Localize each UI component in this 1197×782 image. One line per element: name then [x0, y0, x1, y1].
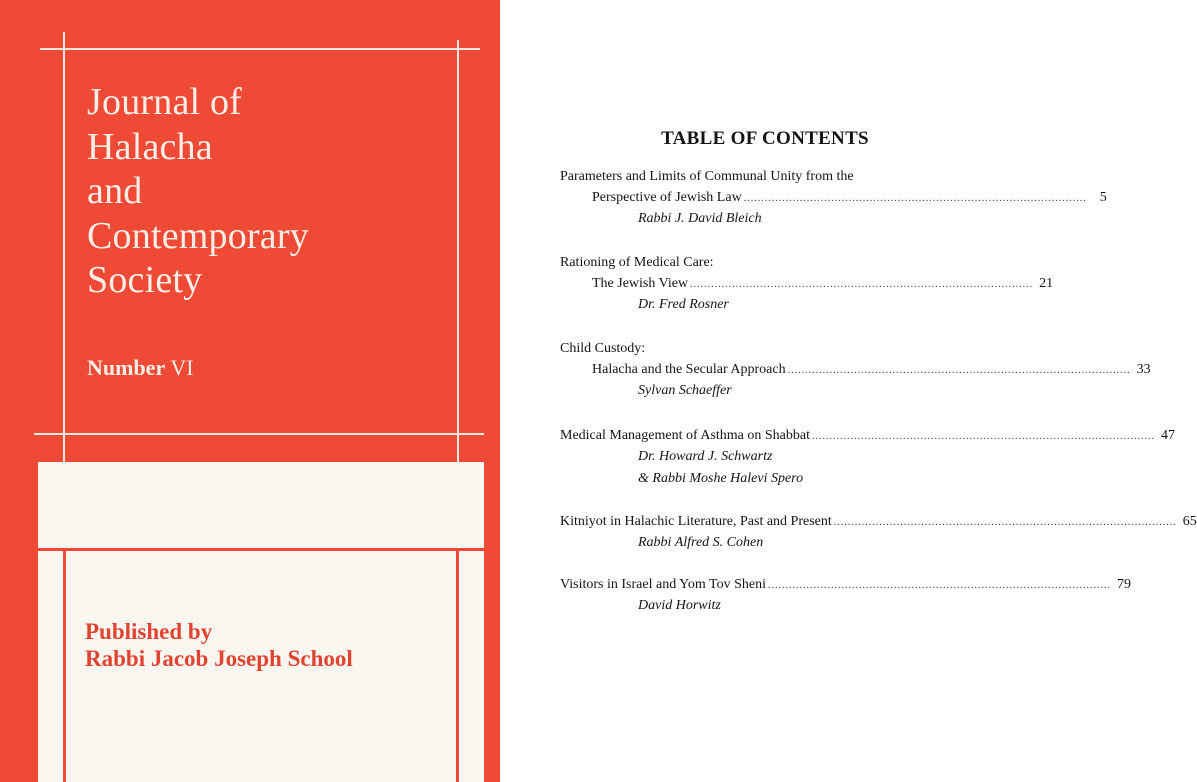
- toc-entry-title: Medical Management of Asthma on Shabbat: [560, 428, 810, 443]
- toc-entry: [560, 425, 1175, 490]
- toc-entry-page: 65: [1182, 514, 1197, 529]
- toc-entry-title-row: [560, 425, 1175, 446]
- toc-entry: [560, 166, 1107, 230]
- toc-entry-author: Dr. Howard J. Schwartz: [638, 449, 773, 464]
- toc-entry-author: Dr. Fred Rosner: [638, 297, 729, 312]
- issue-number: [87, 355, 194, 381]
- toc-entry-title: Halacha and the Secular Approach: [592, 362, 786, 377]
- journal-title: [87, 80, 309, 303]
- publisher-block: [85, 618, 353, 672]
- table-of-contents-page: [500, 0, 1197, 782]
- toc-entry-title-line: Rationing of Medical Care:: [560, 255, 714, 270]
- dot-leader: ..................................................................................................: [812, 431, 1155, 442]
- dot-leader: ..................................................................................................: [787, 365, 1131, 376]
- toc-entry-title: Perspective of Jewish Law: [592, 190, 742, 205]
- panel-rule-left: [63, 548, 66, 782]
- journal-title-line: and: [87, 170, 143, 212]
- toc-entry-author: & Rabbi Moshe Halevi Spero: [638, 471, 804, 486]
- toc-entry-title-line: Parameters and Limits of Communal Unity from the: [560, 169, 854, 184]
- toc-entry-title-row: [560, 273, 1054, 294]
- cover-frame-rule-vertical-right: [457, 40, 459, 462]
- publisher-line: Rabbi Jacob Joseph School: [85, 646, 353, 671]
- issue-number-value: VI: [170, 355, 194, 380]
- dot-leader: ..................................................................................................: [767, 580, 1111, 591]
- cover-frame-rule-vertical-left: [63, 32, 65, 462]
- toc-entry-title-row: [560, 574, 1131, 595]
- toc-entry-page: 79: [1116, 577, 1131, 592]
- toc-entry-title-row: [560, 511, 1197, 532]
- toc-entry-author: David Horwitz: [638, 598, 721, 613]
- journal-title-line: Halacha: [87, 125, 213, 168]
- toc-entry-title: Kitniyot in Halachic Literature, Past and Present: [560, 514, 832, 529]
- toc-entry-title-line: Child Custody:: [560, 341, 646, 356]
- toc-entry-page: 5: [1099, 190, 1107, 205]
- toc-entry-author: Rabbi Alfred S. Cohen: [638, 535, 764, 550]
- journal-title-line: Society: [87, 259, 203, 301]
- toc-entry-title-row: [560, 187, 1107, 208]
- toc-entry-title: Visitors in Israel and Yom Tov Sheni: [560, 577, 766, 592]
- toc-heading: TABLE OF CONTENTS: [661, 128, 869, 149]
- toc-entry-page: 33: [1136, 362, 1151, 377]
- toc-entry: [560, 252, 1054, 316]
- toc-entry-title: The Jewish View: [592, 276, 689, 291]
- dot-leader: ..................................................................................................: [833, 517, 1177, 528]
- toc-entry-page: 21: [1039, 276, 1054, 291]
- toc-entry: [560, 338, 1151, 402]
- toc-entry-author: Rabbi J. David Bleich: [638, 211, 762, 226]
- toc-entry-author: Sylvan Schaeffer: [638, 383, 732, 398]
- journal-cover: [0, 0, 500, 782]
- cover-frame-rule-bottom: [34, 433, 484, 435]
- toc-entry-page: 47: [1161, 428, 1175, 443]
- dot-leader: ..................................................................................................: [690, 279, 1034, 290]
- panel-rule-right: [456, 548, 459, 782]
- publisher-line: Published by: [85, 619, 213, 644]
- toc-entry: [560, 574, 1131, 617]
- journal-title-line: Journal of: [87, 81, 243, 123]
- issue-number-label: Number: [87, 355, 166, 380]
- toc-entry: [560, 511, 1197, 554]
- toc-entry-title-row: [560, 359, 1151, 380]
- dot-leader: ..................................................................................................: [743, 193, 1087, 204]
- journal-title-line: Contemporary: [87, 214, 309, 257]
- panel-divider-rule: [38, 548, 484, 551]
- cover-frame-rule-top: [40, 48, 480, 50]
